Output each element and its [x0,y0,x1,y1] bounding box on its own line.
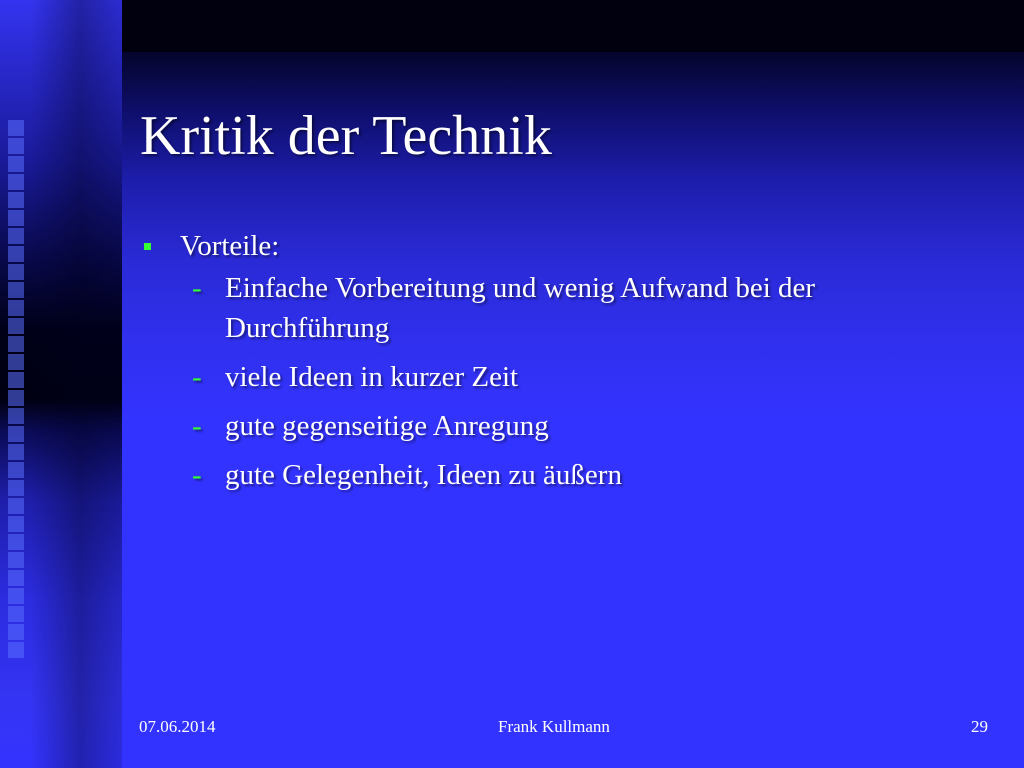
decorative-square [8,462,24,478]
sub-bullet-item [192,406,1000,446]
decorative-square [8,516,24,532]
footer-author: Frank Kullmann [498,717,610,736]
bullet-label: Vorteile: [180,230,280,262]
sub-bullet-item [192,268,1000,348]
left-decorative-band [0,0,122,768]
decorative-square [8,120,24,136]
sub-bullet-text: gute gegenseitige Anregung [225,410,549,442]
decorative-square [8,642,24,658]
dash-bullet-icon: - [192,361,202,393]
decorative-square [8,318,24,334]
decorative-square [8,534,24,550]
decorative-square [8,210,24,226]
dash-bullet-icon: - [192,410,202,442]
decorative-square [8,282,24,298]
sub-bullet-text: Einfache Vorbereitung und wenig Aufwand bei der Durchführung [225,272,816,344]
decorative-square [8,588,24,604]
sub-bullet-item [192,357,1000,397]
decorative-square [8,156,24,172]
sub-bullet-text: gute Gelegenheit, Ideen zu äußern [225,459,622,491]
decorative-square [8,174,24,190]
decorative-square [8,354,24,370]
decorative-square [8,192,24,208]
decorative-square [8,606,24,622]
decorative-square [8,480,24,496]
bullet-list [140,226,1000,504]
square-bullet-icon [144,243,151,250]
decorative-square [8,624,24,640]
footer-date: 07.06.2014 [139,717,216,736]
bullet-item-vorteile [140,226,1000,268]
slide-title: Kritik der Technik [140,105,552,167]
sub-bullet-text: viele Ideen in kurzer Zeit [225,361,519,393]
top-dark-bar [122,0,1024,52]
dash-bullet-icon: - [192,459,202,491]
decorative-square [8,570,24,586]
decorative-square [8,426,24,442]
dash-bullet-icon: - [192,272,202,304]
decorative-square [8,498,24,514]
decorative-square [8,336,24,352]
decorative-squares [8,0,26,768]
decorative-square [8,264,24,280]
footer-page-number: 29 [971,717,988,736]
decorative-square [8,372,24,388]
decorative-square [8,300,24,316]
decorative-square [8,228,24,244]
decorative-square [8,444,24,460]
decorative-square [8,408,24,424]
sub-bullet-item [192,455,1000,495]
decorative-square [8,246,24,262]
decorative-square [8,138,24,154]
decorative-square [8,552,24,568]
decorative-square [8,390,24,406]
